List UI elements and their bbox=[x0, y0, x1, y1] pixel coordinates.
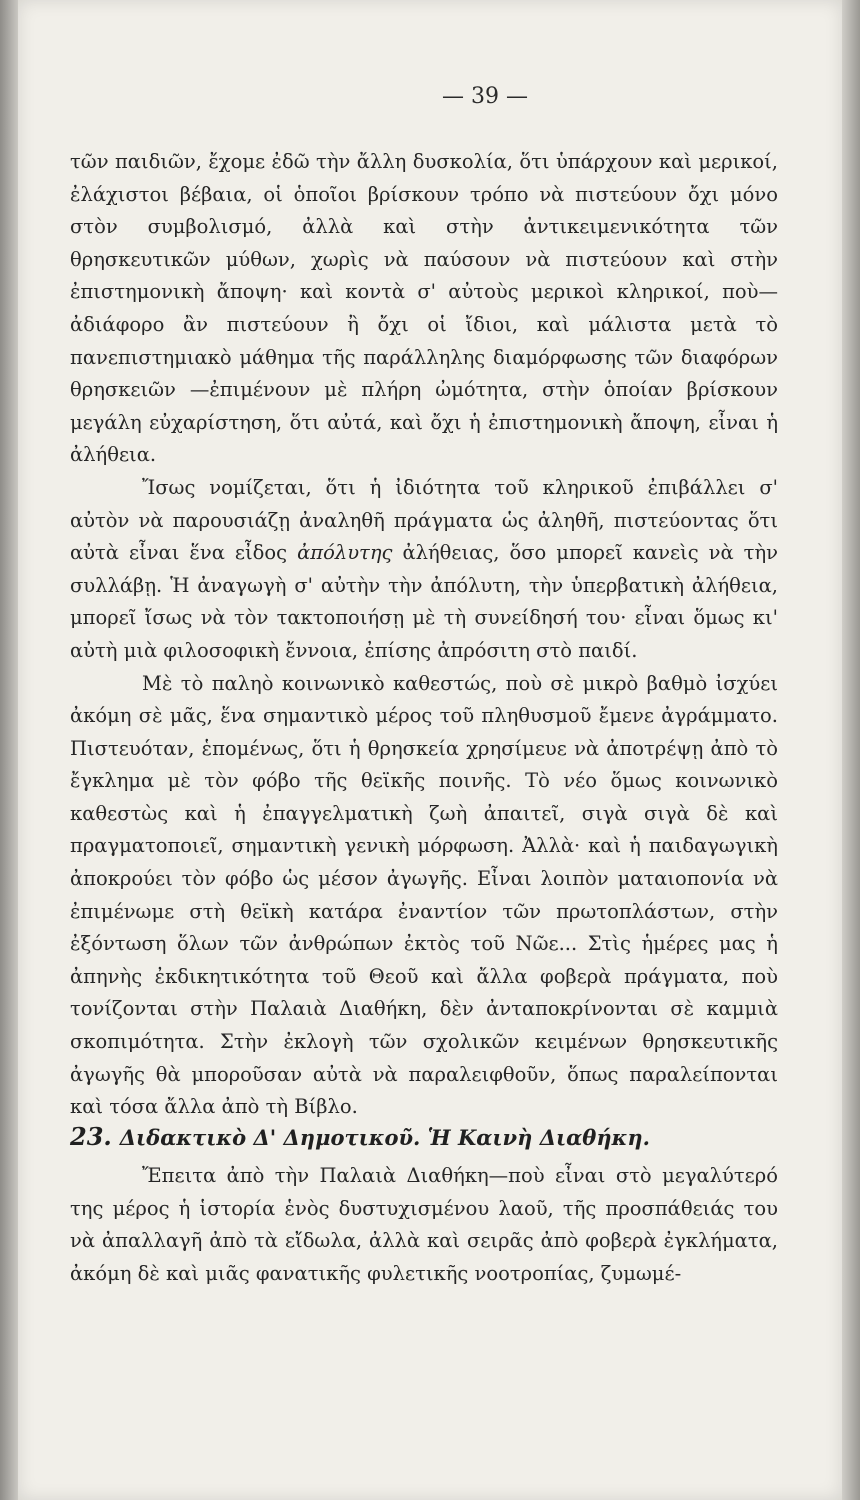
section-paragraph: Ἔπειτα ἀπὸ τὴν Παλαιὰ Διαθήκη—ποὺ εἶναι στὸ μεγαλύτερό της μέρος ἡ ἱστορία ἑνὸς δυστυχισμένου λαοῦ, τῆς προσπάθειάς του νὰ ἀπαλλαγῆ ἀπὸ τὰ εἴδωλα, ἀλλὰ καὶ σειρᾶς ἀπὸ φοβερὰ ἐγκλήματα, ἀκόμη δὲ καὶ μιᾶς φανατικῆς φυλετικῆς νοοτροπίας, ζυμωμέ- bbox=[70, 1164, 778, 1285]
paragraph-1: τῶν παιδιῶν, ἔχομε ἐδῶ τὴν ἄλλη δυσκολία, ὅτι ὑπάρχουν καὶ μερικοί, ἐλάχιστοι βέβαια, οἱ ὁποῖοι βρίσκουν τρόπο νὰ πιστεύουν ὄχι μόνο στὸν συμβολισμό, ἀλλὰ καὶ στὴν ἀντικειμενικότητα τῶν θρησκευτικῶν μύθων, χωρὶς νὰ παύσουν νὰ πιστεύουν καὶ στὴν ἐπιστημονικὴ ἄποψη· καὶ κοντὰ σ' αὐτοὺς μερικοὶ κληρικοί, ποὺ—ἀδιάφορο ἂν πιστεύουν ἢ ὄχι οἱ ἴδιοι, καὶ μάλιστα μετὰ τὸ πανεπιστημιακὸ μάθημα τῆς παράλληλης διαμόρφωσης τῶν διαφόρων θρησκειῶν —ἐπιμένουν μὲ πλήρη ὠμότητα, στὴν ὁποίαν βρίσκουν μεγάλη εὐχαρίστηση, ὅτι αὐτά, καὶ ὄχι ἡ ἐπιστημονικὴ ἄποψη, εἶναι ἡ ἀλήθεια. bbox=[70, 150, 778, 467]
page-binding-shadow bbox=[0, 0, 18, 1500]
section-text bbox=[70, 1160, 778, 1290]
paragraph-2-text-b: ἀλήθειας, ὅσο μπορεῖ κανεὶς νὰ τὴν συλλάβῃ. Ἡ ἀναγωγὴ σ' αὐτὴν τὴν ἀπόλυτη, τὴν ὑπερβατικὴ ἀλήθεια, μπορεῖ ἴσως νὰ τὸν τακτοποιήσῃ μὲ τὴ συνείδησή του· εἶναι ὅμως κι' αὐτὴ μιὰ φιλοσοφικὴ ἔννοια, ἐπίσης ἀπρόσιτη στὸ παιδί. bbox=[70, 541, 779, 662]
emphasized-word: ἀπόλυτης bbox=[297, 541, 393, 565]
section-title: Διδακτικὸ Δ' Δημοτικοῦ. Ἡ Καινὴ Διαθήκη. bbox=[119, 1125, 650, 1150]
page-number: — 39 — bbox=[442, 84, 528, 109]
main-text bbox=[70, 146, 778, 1124]
paragraph-2 bbox=[70, 472, 778, 668]
paragraph-2-text-a: Ἴσως νομίζεται, ὅτι ἡ ἰδιότητα τοῦ κληρικοῦ ἐπιβάλλει σ' αὐτὸν νὰ παρουσιάζῃ ἀναληθῆ πράγματα ὡς ἀληθῆ, πιστεύοντας ὅτι αὐτὰ εἶναι ἕνα εἶδος bbox=[70, 475, 778, 565]
section-heading bbox=[70, 1122, 778, 1151]
section-number: 23. bbox=[70, 1122, 112, 1151]
paragraph-3: Μὲ τὸ παληὸ κοινωνικὸ καθεστώς, ποὺ σὲ μικρὸ βαθμὸ ἰσχύει ἀκόμη σὲ μᾶς, ἕνα σημαντικὸ μέρος τοῦ πληθυσμοῦ ἔμενε ἀγράμματο. Πιστευόταν, ἑπομένως, ὅτι ἡ θρησκεία χρησίμευε νὰ ἀποτρέψῃ ἀπὸ τὸ ἔγκλημα μὲ τὸν φόβο τῆς θεϊκῆς ποινῆς. Τὸ νέο ὅμως κοινωνικὸ καθεστὼς καὶ ἡ ἐπαγγελματικὴ ζωὴ ἀπαιτεῖ, σιγὰ σιγὰ δὲ καὶ πραγματοποιεῖ, σημαντικὴ γενικὴ μόρφωση. Ἀλλὰ· καὶ ἡ παιδαγωγικὴ ἀποκρούει τὸν φόβο ὡς μέσον ἀγωγῆς. Εἶναι λοιπὸν ματαιοπονία νὰ ἐπιμένωμε στὴ θεϊκὴ κατάρα ἐναντίον τῶν πρωτοπλάστων, στὴν ἐξόντωση ὅλων τῶν ἀνθρώπων ἐκτὸς τοῦ Νῶε... Στὶς ἡμέρες μας ἡ ἀπηνὴς ἐκδικητικότητα τοῦ Θεοῦ καὶ ἄλλα φοβερὰ πράγματα, ποὺ τονίζονται στὴν Παλαιὰ Διαθήκη, δὲν ἀνταποκρίνονται σὲ καμμιὰ σκοπιμότητα. Στὴν ἐκλογὴ τῶν σχολικῶν κειμένων θρησκευτικῆς ἀγωγῆς θὰ μποροῦσαν αὐτὰ νὰ παραλειφθοῦν, ὅπως παραλείπονται καὶ τόσα ἄλλα ἀπὸ τὴ Βίβλο. bbox=[70, 671, 778, 1119]
page-edge-shadow bbox=[842, 0, 860, 1500]
book-page bbox=[18, 0, 842, 1500]
